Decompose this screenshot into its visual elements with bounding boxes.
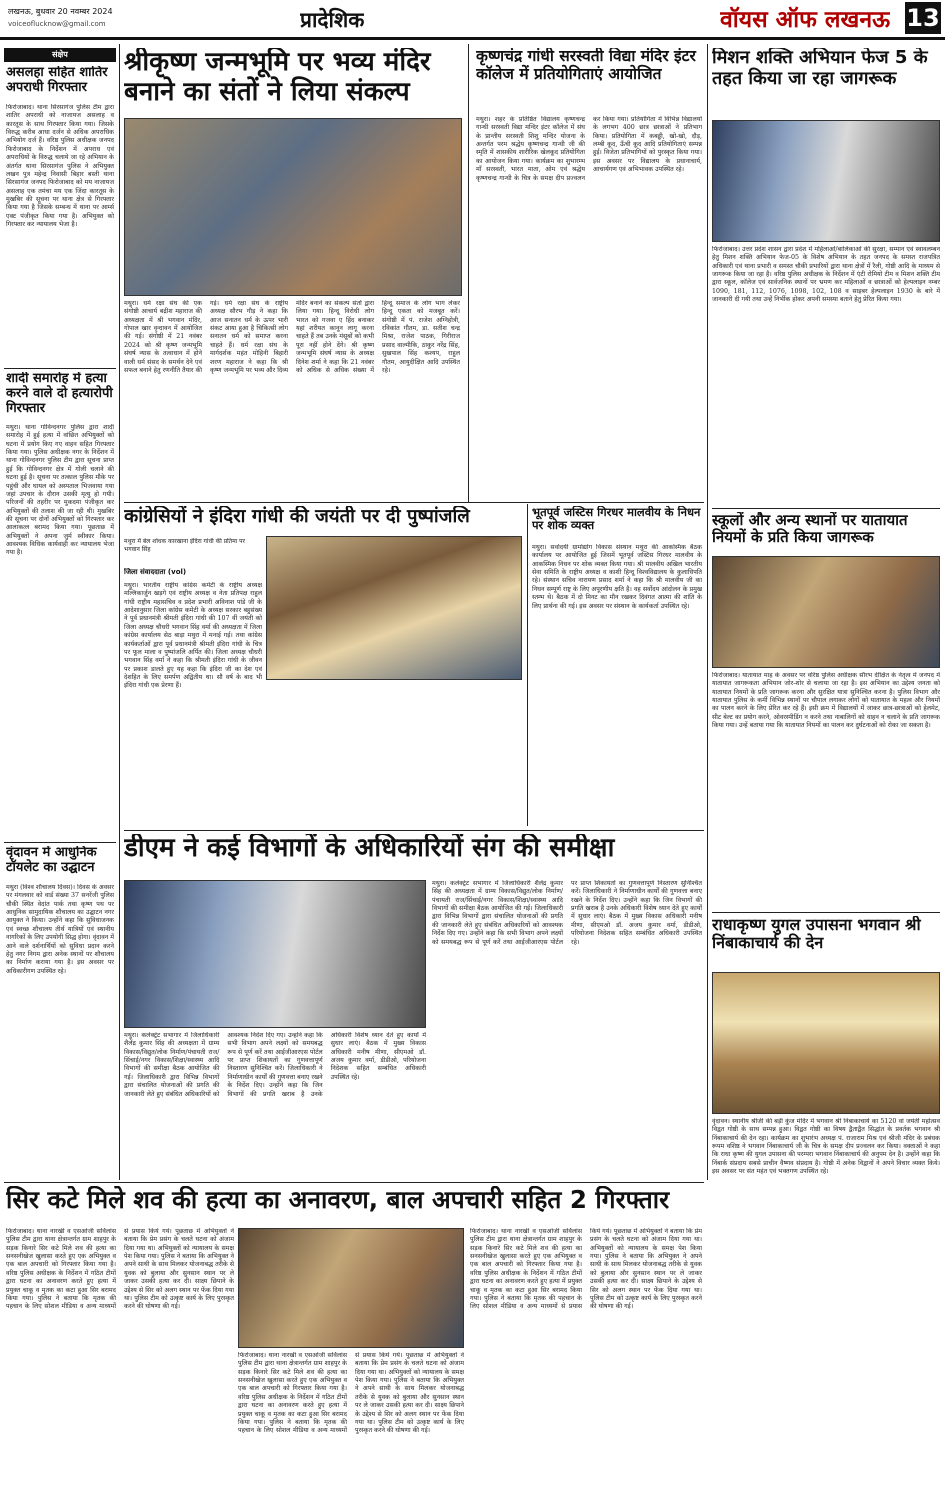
murder-headline: सिर कटे मिले शव की हत्या का अनावरण, बाल अपचारी सहित 2 गिरफ्तार	[6, 1186, 670, 1214]
column-divider	[527, 504, 528, 826]
congress-headline: कांग्रेसियों ने इंदिरा गांधी की जयंती पर दी पुष्पांजलि	[124, 506, 470, 527]
mission-headline: मिशन शक्ति अभियान फेज 5 के तहत किया जा रहा जागरूक	[712, 48, 928, 89]
divider	[124, 502, 704, 503]
traffic-body: फिरोजाबाद। यातायात माह के अवसर पर वरिष्ठ पुलिस अधीक्षक सौरभ दीक्षित के नेतृत्व में जनपद में यातायात जागरूकता अभियान जोर-शोर से चलाया जा रहा है। इस अभियान का उद्देश्य जनता को यातायात नियमों के प्रति जागरूक करना और सुरक्षित यात्रा सुनिश्चित करना है। पुलिस विभाग और यातायात पुलिस के कर्मी विभिन्न स्थानों पर चौपाल लगाकर लोगों को यातायात के महत्व और नियमों का पालन करने के लिए प्रेरित कर रहे हैं। इसी क्रम में विद्यालयों में जाकर छात्र-छात्राओं को हेलमेट, सीट बेल्ट का प्रयोग करने, ओवरस्पीडिंग न करने तथा नाबालिगों को वाहन न चलाने के प्रति जागरूक किया गया। उन्हें बताया गया कि यातायात नियमों का पालन कर दुर्घटनाओं को रोका जा सकता है।	[712, 672, 940, 730]
radha-headline: राधाकृष्ण युगल उपासना भगवान श्री निंबाकाचार्य की देन	[712, 916, 921, 953]
section-name: प्रादेशिक	[300, 8, 365, 32]
mission-body: फिरोजाबाद। उत्तर प्रदेश शासन द्वारा प्रदेश में महिलाओं/बालिकाओं की सुरक्षा, सम्मान एवं स्वावलम्बन हेतु मिशन शक्ति अभियान फेज-05 के विशेष अभियान के तहत जनपद के समस्त राजपत्रित अधिकारी एवं थाना प्रभारी व समस्त चौकी प्रभारियों द्वारा थाना क्षेत्रों में रैली, गोष्ठी आदि के माध्यम से जागरूक किया जा रहा है। वरिष्ठ पुलिस अधीक्षक के निर्देशन में एंटी रोमियो टीम व मिशन शक्ति टीम द्वारा स्कूल, कॉलेज एवं सार्वजनिक स्थानों पर भ्रमण कर महिलाओं व छात्राओं को हेल्पलाइन नम्बर 1090, 181, 112, 1076, 1098, 102, 108 व साइबर हेल्पलाइन 1930 के बारे में जानकारी दी गयी तथा उन्हें निर्भीक होकर अपनी समस्या बताने हेतु प्रेरित किया गया।	[712, 246, 940, 304]
issue-date: लखनऊ, बुधवार 20 नवम्बर 2024	[8, 7, 113, 16]
column-divider	[468, 44, 469, 502]
divider	[712, 912, 940, 913]
congress-body: मथुरा। भारतीय राष्ट्रीय कांग्रेस कमेटी के राष्ट्रीय अध्यक्ष मल्लिकार्जुन खड़गे एवं राष्ट्रीय अध्यक्ष व नेता प्रतिपक्ष राहुल गांधी राष्ट्रीय महासचिव व प्रदेश प्रभारी अविनाश पांडे जी के आदेशानुसार जिला कांग्रेस कमेटी के अध्यक्ष सरकार बहुसंख्य ने पूर्व प्रधानमंत्री श्रीमती इंदिरा गांधी की 107 वीं जयंती को जिला अध्यक्ष चौधरी भगवान सिंह वर्मा की अध्यक्षता में जिला कांग्रेस कार्यालय सेठ बाड़ा मथुरा में मनाई गई। तथा कांग्रेस कार्यकर्ताओं द्वारा पूर्व प्रधानमंत्री श्रीमती इंदिरा गांधी के चित्र पर फूल माला व पुष्पांजलि अर्पित की। जिला अध्यक्ष चौधरी भगवान सिंह वर्मा ने कहा कि श्रीमती इंदिरा गांधी के जीवन पर प्रकाश डालते हुए यह कहा कि इंदिरा जी का देश एवं देशहित के लिए समर्पण अद्वितीय था। सौ वर्ष के बाद भी इंदिरा गांधी एक प्रेरणा हैं।	[124, 582, 262, 690]
brief-headline-1: असलहा सहित शातिर अपराधी गिरफ्तार	[6, 66, 108, 95]
column-divider	[119, 44, 120, 1180]
dm-photo	[124, 880, 426, 1028]
murder-body-c: फिरोजाबाद। थाना नारखी व एसओजी सर्विलांस पुलिस टीम द्वारा थाना क्षेत्रान्तर्गत ग्राम शाहपुर के सड़क किनारे सिर कटे मिले शव की हत्या का सनसनीखेज खुलासा करते हुए एक अभियुक्त व एक बाल अपचारी को गिरफ्तार किया गया है। वरिष्ठ पुलिस अधीक्षक के निर्देशन में गठित टीमों द्वारा घटना का अनावरण करते हुए हत्या में प्रयुक्त चाकू व मृतक का कटा हुआ सिर बरामद किया गया। पुलिस ने बताया कि मृतक की पहचान के लिए सोशल मीडिया व अन्य माध्यमों से प्रयास किये गये। पूछताछ में अभियुक्तों ने बताया कि प्रेम प्रसंग के चलते घटना को अंजाम दिया गया था। अभियुक्तों को न्यायालय के समक्ष पेश किया गया। पुलिस ने बताया कि अभियुक्त ने अपने साथी के साथ मिलकर योजनाबद्ध तरीके से युवक को बुलाया और सुनसान स्थान पर ले जाकर उसकी हत्या कर दी। साक्ष्य छिपाने के उद्देश्य से सिर को अलग स्थान पर फेंक दिया गया था। पुलिस टीम को उत्कृष्ट कार्य के लिए पुरस्कृत करने की घोषणा की गई।	[470, 1228, 702, 1311]
obit-body: मथुरा। सर्वोदयी ग्रामोद्योग विकास संस्थान मथुरा की आकस्मिक बैठक कार्यालय पर आयोजित हुई जिसमें भूतपूर्व जस्टिस गिरधर मालवीय के आकस्मिक निधन पर शोक व्यक्त किया गया। श्री मालवीय अखिल भारतीय सेवा समिति के राष्ट्रीय अध्यक्ष व काशी हिन्दू विश्वविद्यालय के कुलाधिपति रहे। संस्थान सचिव नारायण प्रसाद शर्मा ने कहा कि श्री मालवीय जी का निधन सम्पूर्ण राष्ट्र के लिए अपूरणीय क्षति है। वह सर्वोदय आंदोलन के प्रमुख स्तम्भ थे। बैठक में दो मिनट का मौन रखकर दिवंगत आत्मा की शांति के लिए प्रार्थना की गई। इस अवसर पर संस्थान के कार्यकर्ता उपस्थित रहे।	[532, 544, 702, 610]
brief-body-2: मथुरा। थाना गोविन्दनगर पुलिस द्वारा शादी समारोह में हुई हत्या में वांछित अभियुक्तों को घटना में प्रयोग किए गए वाहन सहित गिरफ्तार किया गया। पुलिस अधीक्षक नगर के निर्देशन में थाना गोविन्दनगर पुलिस टीम द्वारा सूचना प्राप्त हुई कि गोविन्दनगर क्षेत्र में गोली चलाने की घटना हुई है। सूचना पर तत्काल पुलिस मौके पर पहुंची और घायल को अस्पताल भिजवाया गया जहां उपचार के दौरान उसकी मृत्यु हो गयी। परिजनों की तहरीर पर मुकदमा पंजीकृत कर अभियुक्तों की तलाश की जा रही थी। मुखबिर की सूचना पर दोनों अभियुक्तों को गिरफ्तार कर आलाकत्ल बरामद किया गया। पूछताछ में अभियुक्तों ने अपना जुर्म स्वीकार किया। आवश्यक विधिक कार्यवाही कर न्यायालय भेजा गया है।	[6, 424, 114, 557]
brief-body-1: फिरोजाबाद। थाना सिरसागंज पुलिस टीम द्वारा शातिर अपराधी को नाजायज असलाह व कारतूस के साथ गिरफ्तार किया गया। जिसके विरुद्ध करीब आधा दर्जन से अधिक अपराधिक अभियोग दर्ज हैं। वरिष्ठ पुलिस अधीक्षक जनपद फिरोजाबाद के निर्देशन में अपराध एवं अपराधियों के विरुद्ध चलाये जा रहे अभियान के अंतर्गत थाना सिरसागंज पुलिस ने अभियुक्त लखन पुत्र महेन्द्र निवासी बिहार बस्ती थाना सिरसागंज जनपद फिरोजाबाद को मय नाजायज असलाह एक तमंचा मय एक जिंदा कारतूस के मुखबिर की सूचना पर थाना क्षेत्र से गिरफ्तार किया गया है जिसके सम्बन्ध में थाना पर आर्म्स एक्ट पंजीकृत किया गया है। अभियुक्त को गिरफ्तार कर न्यायालय भेजा है।	[6, 104, 114, 229]
brief-headline-2: शादी समारोह में हत्या करने वाले दो हत्यारोपी गिरफ्तार	[6, 372, 113, 416]
dm-body-a: मथुरा। कलेक्ट्रेट सभागार में जिलाधिकारी शैलेंद्र कुमार सिंह की अध्यक्षता में ग्राम्य विकास/विद्युत/लोक निर्माण/पंचायती राज/सिंचाई/नगर विकास/शिक्षा/स्वास्थ्य आदि विभागों की समीक्षा बैठक आयोजित की गई। जिलाधिकारी द्वारा विभिन्न विभागों द्वारा संचालित योजनाओं की प्रगति की जानकारी लेते हुए संबंधित अधिकारियों को आवश्यक निर्देश दिए गए। उन्होंने कहा कि सभी विभाग अपने लक्ष्यों को समयबद्ध रूप से पूर्ण करें तथा आईजीआरएस पोर्टल पर प्राप्त शिकायतों का गुणवत्तापूर्ण निस्तारण सुनिश्चित करें। जिलाधिकारी ने निर्माणाधीन कार्यों की गुणवत्ता बनाए रखने के निर्देश दिए। उन्होंने कहा कि जिन विभागों की प्रगति खराब है उनके अधिकारी विशेष ध्यान देते हुए कार्यों में सुधार लाएं। बैठक में मुख्य विकास अधिकारी मनीष मीणा, सीएमओ डॉ. अजय कुमार वर्मा, डीडीओ, परियोजना निदेशक सहित सम्बंधित अधिकारी उपस्थित रहे।	[124, 1032, 426, 1098]
traffic-photo	[712, 556, 940, 668]
briefs-label: संक्षेप	[4, 48, 116, 62]
murder-photo	[238, 1228, 464, 1348]
site-url: voiceoflucknow@gmail.com	[8, 20, 106, 28]
temple-body: मथुरा। धर्म रक्षा संघ की एक संगोष्ठी आचार्य बद्रीश महाराज की अध्यक्षता में श्री भगवान मंदिर, गोपाल खार वृन्दावन में आयोजित की गई। संगोष्ठी में 21 नवंबर 2024 को श्री कृष्ण जन्मभूमि संघर्ष न्यास के तत्वाधान में होने वाली धर्म संसद के समर्थन देने एवं सफल बनाने हेतु रणनीति तैयार की गई। धर्म रक्षा संघ के राष्ट्रीय अध्यक्ष सौरभ गौड़ ने कहा कि आज सनातन धर्म के ऊपर भारी संकट आया हुआ है चिकित्सी लोग सनातन धर्म को समाप्त करना चाहते हैं। धर्म रक्षा संघ के मार्गदर्शक महंत मोहिनी बिहारी शरण महाराज ने कहा कि श्री कृष्ण जन्मभूमि पर भव्य और दिव्य मंदिर बनाने का संकल्प संतों द्वारा लिया गया। हिन्दू विरोधी लोग भारत को गजवा ए हिंद बनाकर यहां शरीयत कानून लागू करना चाहते हैं तब उनके मंसूबों को कभी पूरा नहीं होने देंगे। श्री कृष्ण जन्मभूमि संघर्ष न्यास के अध्यक्ष दिनेश शर्मा ने कहा कि 21 नवंबर को अधिक से अधिक संख्या में हिन्दू समाज के लोग भाग लेकर हिन्दू एकता को मजबूत करें। संगोष्ठी में पं. राजेश अग्निहोत्री, रविकांत गौतम, डा. सतीश चन्द्र मिश्रा, राजेश पाठक, गिरीराज प्रसाद वाल्मीकि, ठाकुर नरेंद्र सिंह, सुखपाल सिंह कश्यप, राहुल गौतम, आयुदीक्षित आदि उपस्थित रहे।	[124, 300, 460, 374]
murder-body-a: फिरोजाबाद। थाना नारखी व एसओजी सर्विलांस पुलिस टीम द्वारा थाना क्षेत्रान्तर्गत ग्राम शाहपुर के सड़क किनारे सिर कटे मिले शव की हत्या का सनसनीखेज खुलासा करते हुए एक अभियुक्त व एक बाल अपचारी को गिरफ्तार किया गया है। वरिष्ठ पुलिस अधीक्षक के निर्देशन में गठित टीमों द्वारा घटना का अनावरण करते हुए हत्या में प्रयुक्त चाकू व मृतक का कटा हुआ सिर बरामद किया गया। पुलिस ने बताया कि मृतक की पहचान के लिए सोशल मीडिया व अन्य माध्यमों से प्रयास किये गये। पूछताछ में अभियुक्तों ने बताया कि प्रेम प्रसंग के चलते घटना को अंजाम दिया गया था। अभियुक्तों को न्यायालय के समक्ष पेश किया गया। पुलिस ने बताया कि अभियुक्त ने अपने साथी के साथ मिलकर योजनाबद्ध तरीके से युवक को बुलाया और सुनसान स्थान पर ले जाकर उसकी हत्या कर दी। साक्ष्य छिपाने के उद्देश्य से सिर को अलग स्थान पर फेंक दिया गया था। पुलिस टीम को उत्कृष्ट कार्य के लिए पुरस्कृत करने की घोषणा की गई।	[6, 1228, 234, 1311]
masthead: वॉयस ऑफ लखनऊ	[720, 7, 891, 33]
congress-byline: जिला संवाददाता (vol)	[124, 568, 187, 576]
divider	[124, 830, 704, 831]
column-divider	[707, 44, 708, 1180]
dm-body-b: मथुरा। कलेक्ट्रेट सभागार में जिलाधिकारी शैलेंद्र कुमार सिंह की अध्यक्षता में ग्राम्य विकास/विद्युत/लोक निर्माण/पंचायती राज/सिंचाई/नगर विकास/शिक्षा/स्वास्थ्य आदि विभागों की समीक्षा बैठक आयोजित की गई। जिलाधिकारी द्वारा विभिन्न विभागों द्वारा संचालित योजनाओं की प्रगति की जानकारी लेते हुए संबंधित अधिकारियों को आवश्यक निर्देश दिए गए। उन्होंने कहा कि सभी विभाग अपने लक्ष्यों को समयबद्ध रूप से पूर्ण करें तथा आईजीआरएस पोर्टल पर प्राप्त शिकायतों का गुणवत्तापूर्ण निस्तारण सुनिश्चित करें। जिलाधिकारी ने निर्माणाधीन कार्यों की गुणवत्ता बनाए रखने के निर्देश दिए। उन्होंने कहा कि जिन विभागों की प्रगति खराब है उनके अधिकारी विशेष ध्यान देते हुए कार्यों में सुधार लाएं। बैठक में मुख्य विकास अधिकारी मनीष मीणा, सीएमओ डॉ. अजय कुमार वर्मा, डीडीओ, परियोजना निदेशक सहित सम्बंधित अधिकारी उपस्थित रहे।	[432, 880, 702, 946]
brief-headline-3: वृंदावन में आधुनिक टॉयलेट का उद्घाटन	[6, 846, 97, 875]
radha-photo	[712, 972, 940, 1114]
radha-body: वृंदावन। स्थानीय श्रीजी की बड़ी कुंज मंदिर में भगवान श्री निंबाकाचार्य का 5120 वां जयंती महोत्सव विद्वत गोष्ठी के साथ सम्पन्न हुआ। विद्वत गोष्ठी का विषय द्वैताद्वैत सिद्धांत के प्रवर्तक भगवान श्री निंबाकाचार्य की देन रहा। कार्यक्रम का शुभारंभ अध्यक्ष पं. राजाराम मिश्र एवं श्रीजी मंदिर के प्रबंधक रूपम वशिष्ठ ने भगवान निंबाकाचार्य जी के चित्र के समक्ष दीप प्रज्वलन कर किया। वक्ताओं ने कहा कि राधा कृष्ण की युगल उपासना की परम्परा भगवान निंबाकाचार्य की अनुपम देन है। उन्होंने कहा कि निंबार्क संप्रदाय सबसे प्राचीन वैष्णव संप्रदाय है। गोष्ठी में अनेक विद्वानों ने अपने विचार व्यक्त किये। इस अवसर पर संत महंत एवं भक्तगण उपस्थित रहे।	[712, 1118, 940, 1176]
school-headline: कृष्णचंद्र गांधी सरस्वती विद्या मंदिर इंटर कॉलेज में प्रतियोगिताएं आयोजित	[476, 48, 696, 83]
divider	[4, 1182, 704, 1183]
murder-body-b: फिरोजाबाद। थाना नारखी व एसओजी सर्विलांस पुलिस टीम द्वारा थाना क्षेत्रान्तर्गत ग्राम शाहपुर के सड़क किनारे सिर कटे मिले शव की हत्या का सनसनीखेज खुलासा करते हुए एक अभियुक्त व एक बाल अपचारी को गिरफ्तार किया गया है। वरिष्ठ पुलिस अधीक्षक के निर्देशन में गठित टीमों द्वारा घटना का अनावरण करते हुए हत्या में प्रयुक्त चाकू व मृतक का कटा हुआ सिर बरामद किया गया। पुलिस ने बताया कि मृतक की पहचान के लिए सोशल मीडिया व अन्य माध्यमों से प्रयास किये गये। पूछताछ में अभियुक्तों ने बताया कि प्रेम प्रसंग के चलते घटना को अंजाम दिया गया था। अभियुक्तों को न्यायालय के समक्ष पेश किया गया। पुलिस ने बताया कि अभियुक्त ने अपने साथी के साथ मिलकर योजनाबद्ध तरीके से युवक को बुलाया और सुनसान स्थान पर ले जाकर उसकी हत्या कर दी। साक्ष्य छिपाने के उद्देश्य से सिर को अलग स्थान पर फेंक दिया गया था। पुलिस टीम को उत्कृष्ट कार्य के लिए पुरस्कृत करने की घोषणा की गई।	[238, 1352, 464, 1435]
traffic-headline: स्कूलों और अन्य स्थानों पर यातायात नियमों के प्रति किया जागरूक	[712, 512, 908, 547]
school-body: मथुरा। शहर के प्रतिष्ठित विद्यालय कृष्णचन्द्र गान्धी सरस्वती विद्या मन्दिर इंटर कॉलेज में संघ के प्रान्तीय सरस्वती शिशु मन्दिर योजना के अन्तर्गत परम श्रद्धेय कृष्णचन्द्र गान्धी जी की स्मृति में शासकीय शारीरिक खेलकूद प्रतियोगिता का आयोजन किया गया। कार्यक्रम का शुभारम्भ माँ सरस्वती, भारत माता, ओम एवं श्रद्धेय कृष्णचन्द्र गान्धी के चित्र के समक्ष दीप प्रज्वलन कर किया गया। प्रतियोगिता में विभिन्न विद्यालयों के लगभग 400 छात्र छात्राओं ने प्रतिभाग किया। प्रतियोगिता में कबड्डी, खो-खो, दौड़, लम्बी कूद, ऊँची कूद आदि प्रतियोगिताएं सम्पन्न हुई। विजेता प्रतिभागियों को पुरस्कृत किया गया। इस अवसर पर विद्यालय के प्रधानाचार्य, आचार्यगण एवं अभिभावक उपस्थित रहे।	[476, 116, 702, 182]
mission-photo	[712, 120, 940, 242]
temple-headline: श्रीकृष्ण जन्मभूमि पर भव्य मंदिर बनाने का संतों ने लिया संकल्प	[124, 48, 460, 114]
obit-headline: भूतपूर्व जस्टिस गिरधर मालवीय के निधन पर शोक व्यक्त	[532, 506, 701, 533]
divider	[4, 368, 116, 369]
temple-photo	[124, 118, 462, 296]
page-number: 13	[906, 4, 940, 32]
divider	[4, 842, 116, 843]
brief-body-3: मथुरा (विश्व शौचालय दिवस)। दिवस के अवसर पर मंगलवार को वार्ड संख्या 37 सनरेंजी पुलिस चौकी स्थित वेदांत पार्क तथा कृष्ण पथ पर आधुनिक सामुदायिक शौचालय का उद्घाटन नगर आयुक्त ने किया। उन्होंने कहा कि सुविधाजनक एवं स्वच्छ शौचालय तीर्थ यात्रियों एवं स्थानीय नागरिकों के लिए उपयोगी सिद्ध होगा। वृंदावन में आने वाले दर्शनार्थियों को सुविधा प्रदान करने हेतु नगर निगम द्वारा अनेक स्थानों पर शौचालय का निर्माण कराया गया है। इस अवसर पर अधिकारीगण उपस्थित रहे।	[6, 884, 114, 975]
congress-photo	[266, 536, 522, 680]
divider	[712, 508, 940, 509]
dm-headline: डीएम ने कई विभागों के अधिकारियों संग की समीक्षा	[124, 834, 615, 863]
congress-caption: मथुरा में बेल शोधक कारखाना इंदिरा गांधी की प्रतिमा पर भगवान सिंह	[124, 538, 245, 553]
